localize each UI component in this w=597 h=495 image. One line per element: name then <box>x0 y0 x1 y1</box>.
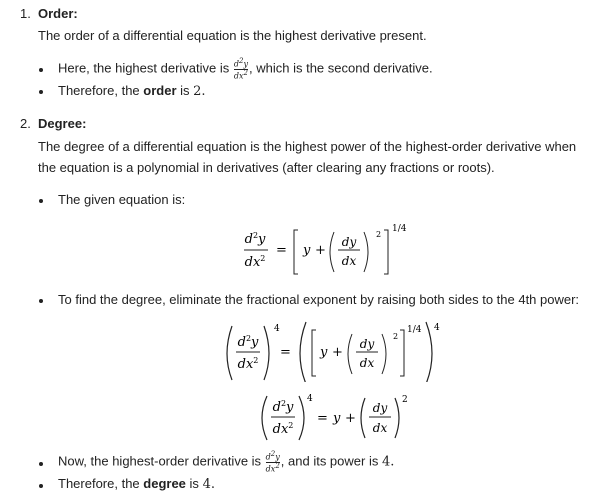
svg-text:dx: dx <box>341 254 357 268</box>
order-bullet-therefore: Therefore, the order is 2. <box>58 83 206 99</box>
svg-text:d2y: $d^2y$ <box>244 231 266 247</box>
order-value: 2. <box>193 84 206 99</box>
raised-equation <box>222 318 452 382</box>
given-equation <box>240 218 430 278</box>
svg-text:dy: dy <box>341 235 357 249</box>
raise-power-intro: To find the degree, eliminate the fractional exponent by raising both sides to the 4th power: <box>58 292 580 307</box>
svg-text:dx2: $dx^2$ <box>272 421 294 437</box>
svg-text:dx2: $dx^2$ <box>237 356 259 372</box>
svg-text:4: 4 <box>307 394 313 404</box>
given-equation-intro: The given equation is: <box>58 192 186 207</box>
section-title-order: Order: <box>38 6 78 21</box>
bullet-dot <box>39 199 43 203</box>
bullet-dot <box>39 484 43 488</box>
svg-text:dx: dx <box>359 356 375 370</box>
bullet-dot <box>39 68 43 72</box>
degree-value: 4. <box>202 477 215 492</box>
section-title-degree: Degree: <box>38 116 87 131</box>
bullet-dot <box>39 90 43 94</box>
svg-text:dx2: $dx^2$ <box>244 254 266 270</box>
degree-description-line2: the equation is a polynomial in derivatives (after clearing any fractions or roots). <box>38 160 495 175</box>
svg-text:y: y <box>333 411 341 426</box>
degree-bullet-power: Now, the highest-order derivative is $\frac{d2y}{dx2}$ , and its power is 4. <box>58 450 395 474</box>
bullet-dot <box>39 299 43 303</box>
list-number: 1. <box>20 6 31 21</box>
power-value: 4. <box>381 454 395 470</box>
order-keyword: order <box>143 83 177 98</box>
svg-text:+: + <box>345 411 356 426</box>
svg-text:=: = <box>280 345 291 360</box>
order-bullet-highest-derivative <box>58 58 433 80</box>
svg-text:+: + <box>332 345 343 360</box>
svg-text:y: y <box>303 243 311 258</box>
svg-text:1/4: 1/4 <box>407 325 422 335</box>
expanded-equation <box>255 392 425 444</box>
svg-text:2: 2 <box>402 395 408 405</box>
order-description: The order of a differential equation is the highest derivative present. <box>38 28 427 43</box>
degree-bullet-therefore: Therefore, the degree is 4. <box>58 476 215 492</box>
degree-description-line1: The degree of a differential equation is the highest power of the highest-order derivative when <box>38 139 577 154</box>
inline-d2y-dx2: $\frac{d2y}{dx2}$ <box>265 450 280 474</box>
svg-text:4: 4 <box>434 323 440 333</box>
svg-text:d2y: $d^2y$ <box>272 399 294 415</box>
bullet-text: Here, the highest derivative is <box>58 60 230 76</box>
inline-d2y-dx2: $\frac{d2y}{dx2}$ <box>233 57 249 81</box>
bullet-text: , which is the second derivative. <box>249 60 433 76</box>
svg-text:2: 2 <box>393 332 399 341</box>
svg-text:dx: dx <box>372 421 388 435</box>
svg-text:4: 4 <box>274 324 280 334</box>
svg-text:=: = <box>317 411 328 426</box>
degree-keyword: degree <box>143 476 186 491</box>
svg-text:=: = <box>276 243 287 258</box>
svg-text:dy: dy <box>359 337 375 351</box>
list-number: 2. <box>20 116 31 131</box>
svg-text:2: 2 <box>376 230 382 239</box>
svg-text:1/4: 1/4 <box>392 224 407 234</box>
svg-text:d2y: $d^2y$ <box>237 334 259 350</box>
svg-text:dy: dy <box>372 401 388 415</box>
bullet-dot <box>39 462 43 466</box>
svg-text:+: + <box>315 243 326 258</box>
svg-text:y: y <box>320 345 328 360</box>
